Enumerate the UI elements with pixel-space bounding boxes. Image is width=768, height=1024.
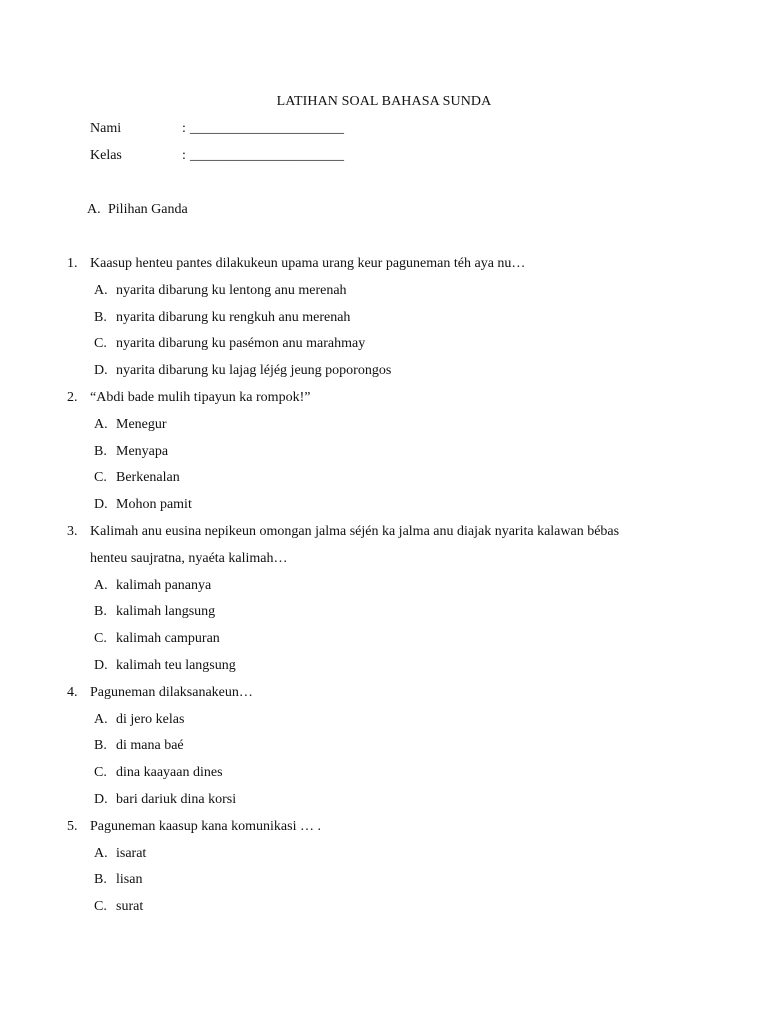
option-text: dina kaayaan dines [116,765,223,781]
option-text: isarat [116,845,147,861]
option-letter: D. [94,497,108,513]
option-5a [67,845,707,872]
option-letter: A. [94,416,108,432]
question-2 [67,389,707,416]
option-text: di jero kelas [116,711,185,727]
option-text: kalimah langsung [116,604,216,620]
question-number: 1. [67,256,78,271]
option-text: kalimah pananya [116,577,212,593]
option-letter: A. [94,577,108,593]
question-text: Paguneman dilaksanakeun… [90,684,253,700]
question-4 [67,684,707,711]
option-letter: A. [94,845,108,861]
question-5 [67,818,707,845]
option-text: Menegur [116,416,167,432]
option-4c [67,764,707,791]
question-text: Kaasup henteu pantes dilakukeun upama urang keur paguneman téh aya nu… [90,256,526,271]
option-letter: C. [94,470,107,486]
question-text: Paguneman kaasup kana komunikasi … . [90,818,321,834]
option-2b [67,443,707,470]
option-letter: C. [94,899,107,915]
field-label: Kelas [90,148,122,163]
option-5c [67,898,707,925]
question-text: “Abdi bade mulih tipayun ka rompok!” [90,389,311,405]
section-heading [87,201,188,219]
question-number: 3. [67,523,78,539]
question-number: 2. [67,389,78,405]
option-letter: B. [94,604,107,620]
option-4b [67,737,707,764]
option-text: Menyapa [116,443,169,459]
option-letter: B. [94,872,107,888]
section-number: A. [87,202,101,217]
option-1b [67,309,707,336]
field-blank: ______________________ [190,121,344,136]
option-letter: D. [94,363,108,379]
option-text: lisan [116,872,143,888]
option-text: surat [116,899,144,915]
option-text: nyarita dibarung ku rengkuh anu merenah [116,309,351,325]
option-text: kalimah teu langsung [116,657,236,673]
option-text: nyarita dibarung ku lajag léjég jeung poporongos [116,363,392,379]
option-letter: C. [94,765,107,781]
option-1c [67,335,707,362]
option-text: bari dariuk dina korsi [116,791,237,807]
option-text: kalimah campuran [116,631,220,647]
option-4a [67,711,707,738]
option-5b [67,871,707,898]
option-letter: B. [94,738,107,754]
field-colon: : [182,148,186,163]
field-kelas [90,147,344,165]
option-letter: B. [94,443,107,459]
option-3b [67,603,707,630]
option-letter: D. [94,791,108,807]
option-text: nyarita dibarung ku lentong anu merenah [116,282,347,298]
option-text: di mana baé [116,738,184,754]
option-text: Mohon pamit [116,497,192,513]
question-3-continued [67,550,707,577]
question-text: henteu saujratna, nyaéta kalimah… [90,550,288,566]
option-text: Berkenalan [116,470,180,486]
question-number: 5. [67,818,78,834]
question-1 [67,255,707,282]
option-1d [67,362,707,389]
option-2a [67,416,707,443]
question-number: 4. [67,684,78,700]
option-letter: A. [94,282,108,298]
option-letter: A. [94,711,108,727]
option-2d [67,496,707,523]
option-letter: C. [94,336,107,352]
question-list [67,255,707,925]
field-colon: : [182,121,186,136]
option-text: nyarita dibarung ku pasémon anu marahmay [116,336,366,352]
field-blank: ______________________ [190,148,344,163]
option-letter: C. [94,631,107,647]
field-nami [90,120,344,138]
question-3 [67,523,707,550]
option-3c [67,630,707,657]
page-title: LATIHAN SOAL BAHASA SUNDA [276,94,492,109]
option-2c [67,469,707,496]
field-label: Nami [90,121,122,136]
option-3d [67,657,707,684]
option-letter: D. [94,657,108,673]
option-letter: B. [94,309,107,325]
option-3a [67,577,707,604]
option-1a [67,282,707,309]
option-4d [67,791,707,818]
question-text: Kalimah anu eusina nepikeun omongan jalma séjén ka jalma anu diajak nyarita kalawan bébas [90,523,620,539]
section-title: Pilihan Ganda [108,202,188,217]
